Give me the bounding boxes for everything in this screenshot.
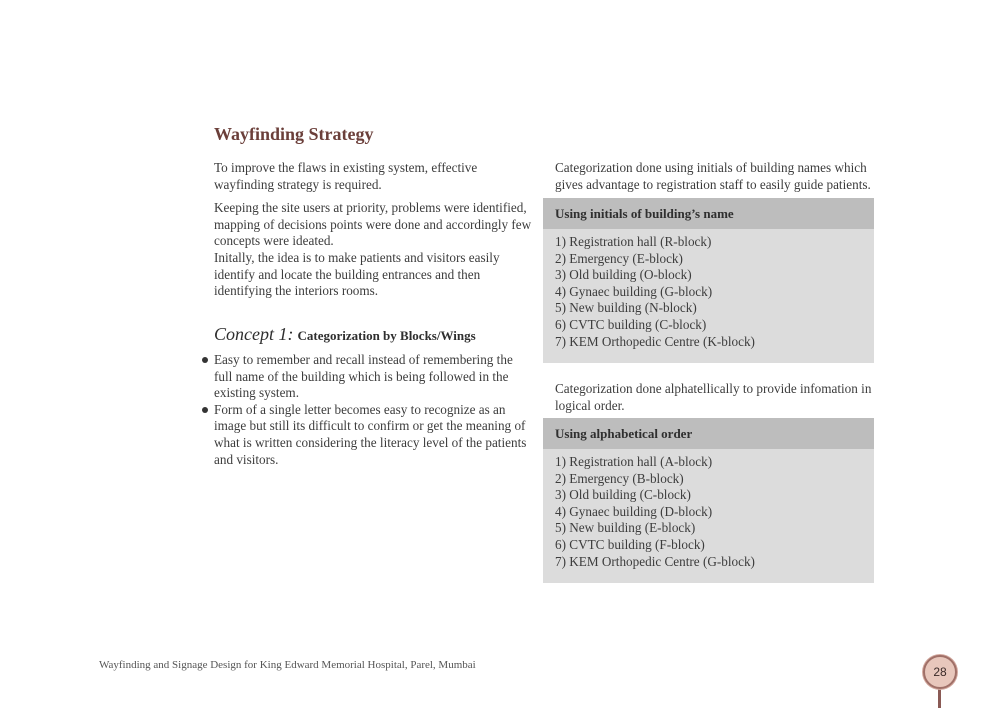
- list-item: 1) Registration hall (R-block): [555, 234, 712, 249]
- list-item: 3) Old building (O-block): [555, 267, 692, 283]
- initials-box-header: Using initials of building’s name: [543, 198, 874, 229]
- list-item: 7) KEM Orthopedic Centre (G-block): [555, 553, 755, 569]
- alphabetical-box: [543, 418, 874, 583]
- initials-box: [543, 198, 874, 363]
- list-item: 3) Old building (C-block): [555, 487, 691, 503]
- footer-text: Wayfinding and Signage Design for King Edward Memorial Hospital, Parel, Mumbai: [99, 659, 476, 671]
- alphabetical-box-header: Using alphabetical order: [543, 418, 874, 449]
- alphabetical-intro: Categorization done alphatellically to provide infomation in logical order.: [555, 381, 872, 413]
- list-item: 2) Emergency (B-block): [555, 470, 684, 486]
- concept-bullet-list: [214, 352, 532, 468]
- bullet-item: Easy to remember and recall instead of remembering the full name of the building which is being followed in the existing system.: [214, 352, 532, 402]
- alphabetical-list: [543, 449, 874, 570]
- initials-intro: Categorization done using initials of building names which gives advantage to registration staff to easily guide patients.: [555, 160, 871, 192]
- list-item: 6) CVTC building (C-block): [555, 316, 707, 332]
- list-item: 6) CVTC building (F-block): [555, 536, 705, 552]
- list-item: 4) Gynaec building (G-block): [555, 283, 713, 299]
- list-item: 5) New building (N-block): [555, 300, 697, 316]
- intro-paragraph: To improve the flaws in existing system, effective wayfinding strategy is required.: [214, 160, 478, 192]
- concept-label: Concept 1:: [214, 324, 294, 344]
- page-number-badge: 28: [923, 655, 957, 689]
- approach-paragraph: Keeping the site users at priority, problems were identified, mapping of decisions points were done and accordingly few concepts were ideated.: [214, 200, 532, 249]
- concept-heading: [214, 324, 476, 345]
- list-item: 2) Emergency (E-block): [555, 250, 683, 266]
- bullet-item: Form of a single letter becomes easy to recognize as an image but still its difficult to confirm or get the meaning of what is written considering the literacy level of the patients and visitors.: [214, 402, 532, 468]
- list-item: 5) New building (E-block): [555, 520, 696, 536]
- initials-list: [543, 229, 874, 350]
- list-item: 7) KEM Orthopedic Centre (K-block): [555, 333, 755, 349]
- list-item: 4) Gynaec building (D-block): [555, 503, 713, 519]
- list-item: 1) Registration hall (A-block): [555, 454, 713, 469]
- idea-paragraph: Initally, the idea is to make patients and visitors easily identify and locate the building entrances and then identifying the interiors rooms.: [214, 250, 500, 299]
- concept-subtitle: Categorization by Blocks/Wings: [297, 328, 476, 343]
- page-title: Wayfinding Strategy: [214, 124, 374, 144]
